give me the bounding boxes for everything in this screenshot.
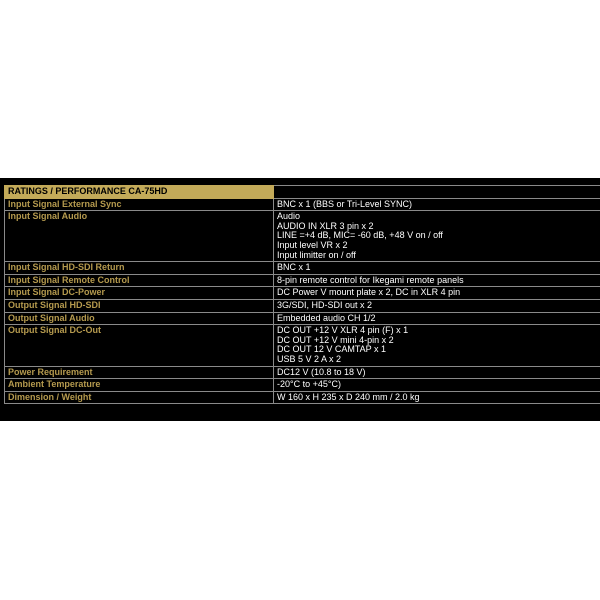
table-row xyxy=(5,312,600,325)
table-row xyxy=(5,211,600,262)
spec-value-line: BNC x 1 (BBS or Tri-Level SYNC) xyxy=(277,198,413,209)
spec-value-line: DC OUT +12 V mini 4-pin x 2 xyxy=(277,334,394,345)
table-row xyxy=(5,198,600,211)
spec-label: Output Signal HD-SDI xyxy=(5,299,274,312)
table-row xyxy=(5,379,600,392)
table-row xyxy=(5,287,600,300)
spec-label: Output Signal Audio xyxy=(5,312,274,325)
spec-value-line: W 160 x H 235 x D 240 mm / 2.0 kg xyxy=(277,391,420,402)
table-row xyxy=(5,391,600,404)
ratings-performance-table xyxy=(4,185,600,404)
table-row xyxy=(5,366,600,379)
spec-label: Input Signal HD-SDI Return xyxy=(5,262,274,275)
table-row xyxy=(5,325,600,366)
spec-value-line: DC OUT +12 V XLR 4 pin (F) x 1 xyxy=(277,325,409,336)
table-header-row xyxy=(5,186,600,199)
table-title: RATINGS / PERFORMANCE CA-75HD xyxy=(5,186,274,199)
spec-label: Output Signal DC-Out xyxy=(5,325,274,366)
spec-value-line: 8-pin remote control for Ikegami remote panels xyxy=(277,274,464,285)
table-header-empty-cell xyxy=(274,186,600,199)
spec-value-line: DC OUT 12 V CAMTAP x 1 xyxy=(277,344,387,355)
spec-value-line: Embedded audio CH 1/2 xyxy=(277,312,376,323)
spec-value xyxy=(274,262,600,275)
spec-value-line: Input limitter on / off xyxy=(277,249,356,260)
spec-label: Power Requirement xyxy=(5,366,274,379)
spec-label: Dimension / Weight xyxy=(5,391,274,404)
spec-value-line: USB 5 V 2 A x 2 xyxy=(277,353,342,364)
spec-value-line: LINE =+4 dB, MIC= -60 dB, +48 V on / off xyxy=(277,230,443,241)
spec-value xyxy=(274,211,600,262)
spec-value-line: DC12 V (10.8 to 18 V) xyxy=(277,366,366,377)
spec-value xyxy=(274,287,600,300)
table-row xyxy=(5,274,600,287)
spec-value-line: Audio xyxy=(277,211,301,222)
spec-label: Input Signal Audio xyxy=(5,211,274,262)
spec-value xyxy=(274,325,600,366)
spec-value-line: BNC x 1 xyxy=(277,262,311,273)
spec-label: Input Signal Remote Control xyxy=(5,274,274,287)
spec-value-line: 3G/SDI, HD-SDI out x 2 xyxy=(277,299,373,310)
table-row xyxy=(5,262,600,275)
spec-value-line: -20°C to +45°C) xyxy=(277,379,341,390)
spec-value-line: Input level VR x 2 xyxy=(277,239,348,250)
spec-value xyxy=(274,299,600,312)
spec-value-line: DC Power V mount plate x 2, DC in XLR 4 pin xyxy=(277,287,461,298)
spec-value xyxy=(274,391,600,404)
table-row xyxy=(5,299,600,312)
spec-value-line: AUDIO IN XLR 3 pin x 2 xyxy=(277,220,374,231)
spec-value xyxy=(274,274,600,287)
spec-label: Input Signal External Sync xyxy=(5,198,274,211)
spec-value xyxy=(274,379,600,392)
spec-label: Ambient Temperature xyxy=(5,379,274,392)
spec-value xyxy=(274,312,600,325)
spec-value xyxy=(274,366,600,379)
spec-label: Input Signal DC-Power xyxy=(5,287,274,300)
spec-value xyxy=(274,198,600,211)
